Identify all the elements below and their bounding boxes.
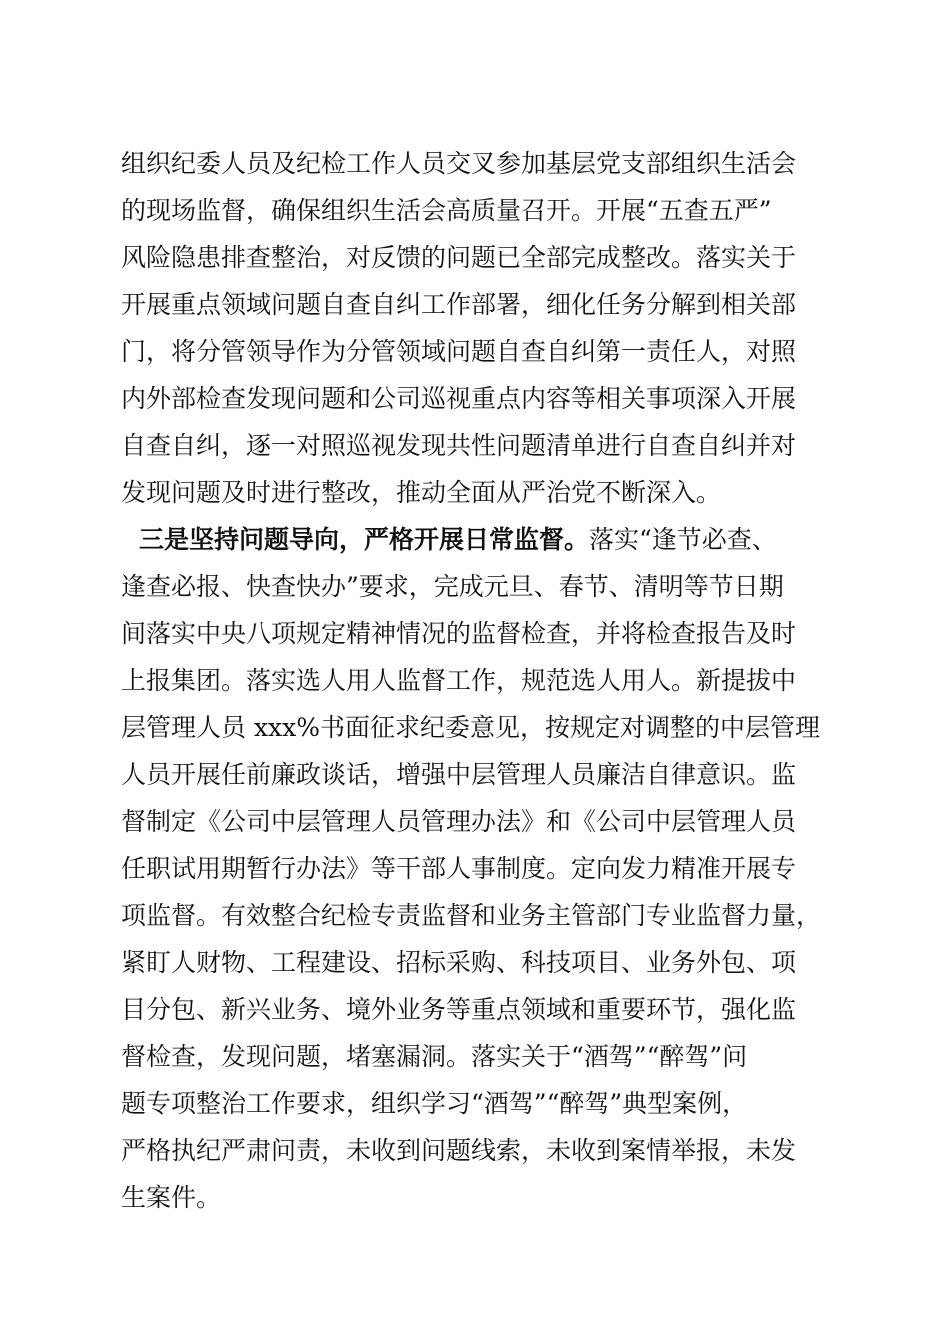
paragraph-1-line: 自查自纠，逐一对照巡视发现共性问题清单进行自查自纠并对	[121, 431, 797, 460]
paragraph-1-line: 的现场监督，确保组织生活会高质量召开。开展“五查五严”	[121, 196, 772, 225]
paragraph-2-first-line-rest: 落实“逢节必查、	[589, 525, 777, 554]
paragraph-2-line: 层管理人员 xxx%书面征求纪委意见，按规定对调整的中层管理	[121, 713, 821, 742]
paragraph-2-line: 生案件。	[121, 1183, 222, 1212]
paragraph-1-line: 内外部检查发现问题和公司巡视重点内容等相关事项深入开展	[121, 384, 797, 413]
paragraph-1-line: 组织纪委人员及纪检工作人员交叉参加基层党支部组织生活会	[121, 149, 797, 178]
paragraph-2-line: 督制定《公司中层管理人员管理办法》和《公司中层管理人员	[121, 807, 797, 836]
paragraph-1-line: 门，将分管领导作为分管领域问题自查自纠第一责任人，对照	[121, 337, 797, 366]
paragraph-1-line: 风险隐患排查整治，对反馈的问题已全部完成整改。落实关于	[121, 243, 797, 272]
paragraph-2-line: 逢查必报、快查快办”要求，完成元旦、春节、清明等节日期	[121, 572, 784, 601]
paragraph-2-line: 人员开展任前廉政谈话，增强中层管理人员廉洁自律意识。监	[121, 760, 797, 789]
paragraph-1-line: 开展重点领域问题自查自纠工作部署，细化任务分解到相关部	[121, 290, 797, 319]
paragraph-2-line: 项监督。有效整合纪检专责监督和业务主管部门专业监督力量，	[121, 901, 822, 930]
paragraph-2-line: 严格执纪严肃问责，未收到问题线索，未收到案情举报，未发	[121, 1136, 797, 1165]
paragraph-2-line: 间落实中央八项规定精神情况的监督检查，并将检查报告及时	[121, 619, 797, 648]
paragraph-2-first-line	[121, 516, 831, 563]
paragraph-2-line: 题专项整治工作要求，组织学习“酒驾”“醉驾”典型案例，	[121, 1089, 748, 1118]
paragraph-2-line: 督检查，发现问题，堵塞漏洞。落实关于“酒驾”“醉驾”问	[121, 1042, 748, 1071]
paragraph-2-line: 任职试用期暂行办法》等干部人事制度。定向发力精准开展专	[121, 854, 797, 883]
paragraph-2-heading: 三是坚持问题导向，严格开展日常监督。	[139, 525, 590, 554]
paragraph-2-line: 目分包、新兴业务、境外业务等重点领域和重要环节，强化监	[121, 995, 797, 1024]
paragraph-1-line: 发现问题及时进行整改，推动全面从严治党不断深入。	[121, 478, 722, 507]
paragraph-2-line: 紧盯人财物、工程建设、招标采购、科技项目、业务外包、项	[121, 948, 797, 977]
document-body	[121, 140, 831, 1221]
paragraph-2-line: 上报集团。落实选人用人监督工作，规范选人用人。新提拔中	[121, 666, 797, 695]
